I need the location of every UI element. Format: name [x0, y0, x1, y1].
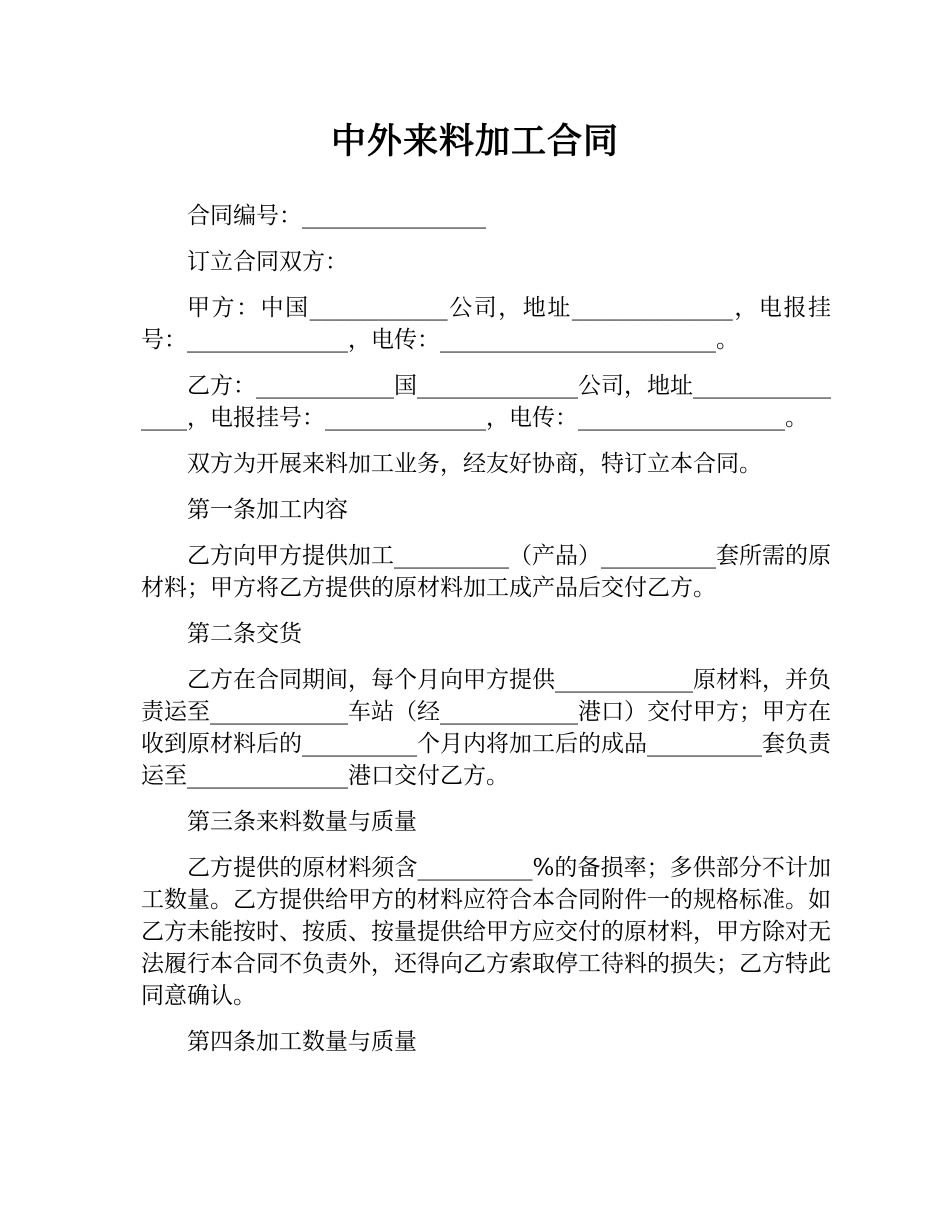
article-3-title: 第三条来料数量与质量 [187, 809, 417, 835]
article-2-body: 乙方在合同期间，每个月向甲方提供____________原材料，并负责运至____________车站（经____________港口）交付甲方；甲方在收到原材料后的__________个月内将加工后的成品__________套负责运至______________港口交付乙方。 [141, 667, 831, 789]
document-body [141, 200, 831, 1072]
contract-number-line: 合同编号：________________ [187, 203, 486, 229]
article-4-title: 第四条加工数量与质量 [187, 1029, 417, 1055]
preamble-paragraph: 双方为开展来料加工业务，经友好协商，特订立本合同。 [187, 451, 762, 477]
document-title: 中外来料加工合同 [330, 122, 619, 162]
article-1-body: 乙方向甲方提供加工__________（产品）__________套所需的原材料；甲方将乙方提供的原材料加工成产品后交付乙方。 [141, 543, 831, 601]
article-1-title: 第一条加工内容 [187, 497, 348, 523]
article-3-body: 乙方提供的原材料须含__________%的备损率；多供部分不计加工数量。乙方提供给甲方的材料应符合本合同附件一的规格标准。如乙方未能按时、按质、按量提供给甲方应交付的原材料，甲方除对无法履行本合同不负责外，还得向乙方索取停工待料的损失；乙方特此同意确认。 [141, 855, 831, 1009]
parties-heading: 订立合同双方： [187, 249, 348, 275]
article-2-title: 第二条交货 [187, 621, 302, 647]
party-a-paragraph: 甲方：中国____________公司，地址______________，电报挂号：______________，电传：________________________。 [141, 295, 831, 353]
party-b-paragraph: 乙方：____________国______________公司，地址________________，电报挂号：______________，电传：__________________。 [141, 373, 831, 431]
